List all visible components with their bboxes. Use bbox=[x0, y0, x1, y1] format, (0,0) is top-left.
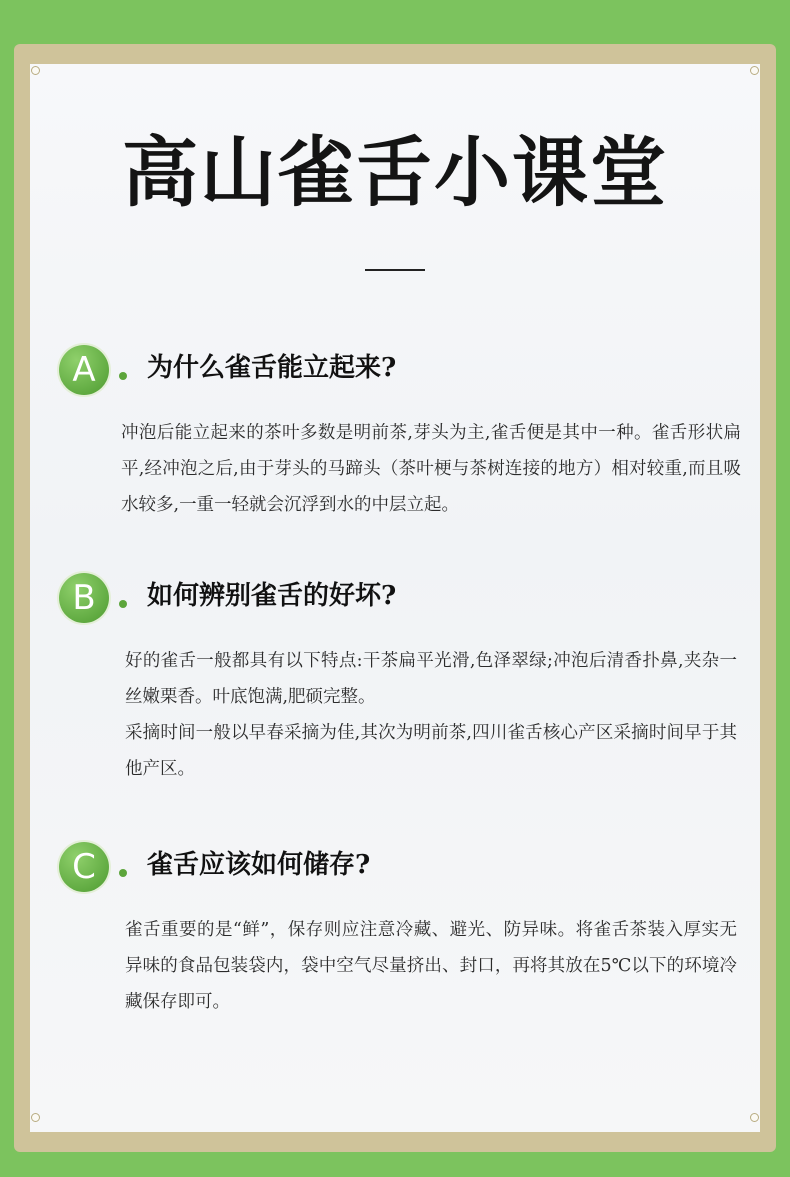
section-c-paragraph: 雀舌重要的是“鲜”，保存则应注意冷藏、避光、防异味。将雀舌茶装入厚实无异味的食品包装袋内，袋中空气尽量挤出、封口，再将其放在5℃以下的环境冷藏保存即可。 bbox=[125, 920, 737, 1012]
title-divider bbox=[365, 269, 425, 271]
bullet-dot-icon bbox=[119, 372, 127, 380]
corner-dot-icon bbox=[31, 66, 40, 75]
section-a-badge: A bbox=[59, 345, 109, 395]
section-a-paragraph: 冲泡后能立起来的茶叶多数是明前茶,芽头为主,雀舌便是其中一种。雀舌形状扁平,经冲泡之后,由于芽头的马蹄头（茶叶梗与茶树连接的地方）相对较重,而且吸水较多,一重一轻就会沉浮到水的中层立起。 bbox=[121, 423, 741, 515]
section-c-heading: 雀舌应该如何储存? bbox=[147, 850, 371, 880]
section-b-paragraph: 采摘时间一般以早春采摘为佳,其次为明前茶,四川雀舌核心产区采摘时间早于其他产区。 bbox=[125, 723, 737, 779]
bullet-dot-icon bbox=[119, 869, 127, 877]
section-a-heading: 为什么雀舌能立起来? bbox=[147, 353, 397, 383]
bullet-dot-icon bbox=[119, 600, 127, 608]
section-c-body bbox=[125, 912, 737, 1020]
section-b-heading: 如何辨别雀舌的好坏? bbox=[147, 581, 397, 611]
section-b-body bbox=[125, 643, 737, 787]
section-b-paragraph: 好的雀舌一般都具有以下特点:干茶扁平光滑,色泽翠绿;冲泡后清香扑鼻,夹杂一丝嫩栗香。叶底饱满,肥硕完整。 bbox=[125, 651, 737, 707]
corner-dot-icon bbox=[750, 66, 759, 75]
corner-dot-icon bbox=[750, 1113, 759, 1122]
section-a-body bbox=[121, 415, 741, 523]
section-c-badge: C bbox=[59, 842, 109, 892]
page-title: 高山雀舌小课堂 bbox=[122, 128, 668, 217]
section-b-badge: B bbox=[59, 573, 109, 623]
corner-dot-icon bbox=[31, 1113, 40, 1122]
